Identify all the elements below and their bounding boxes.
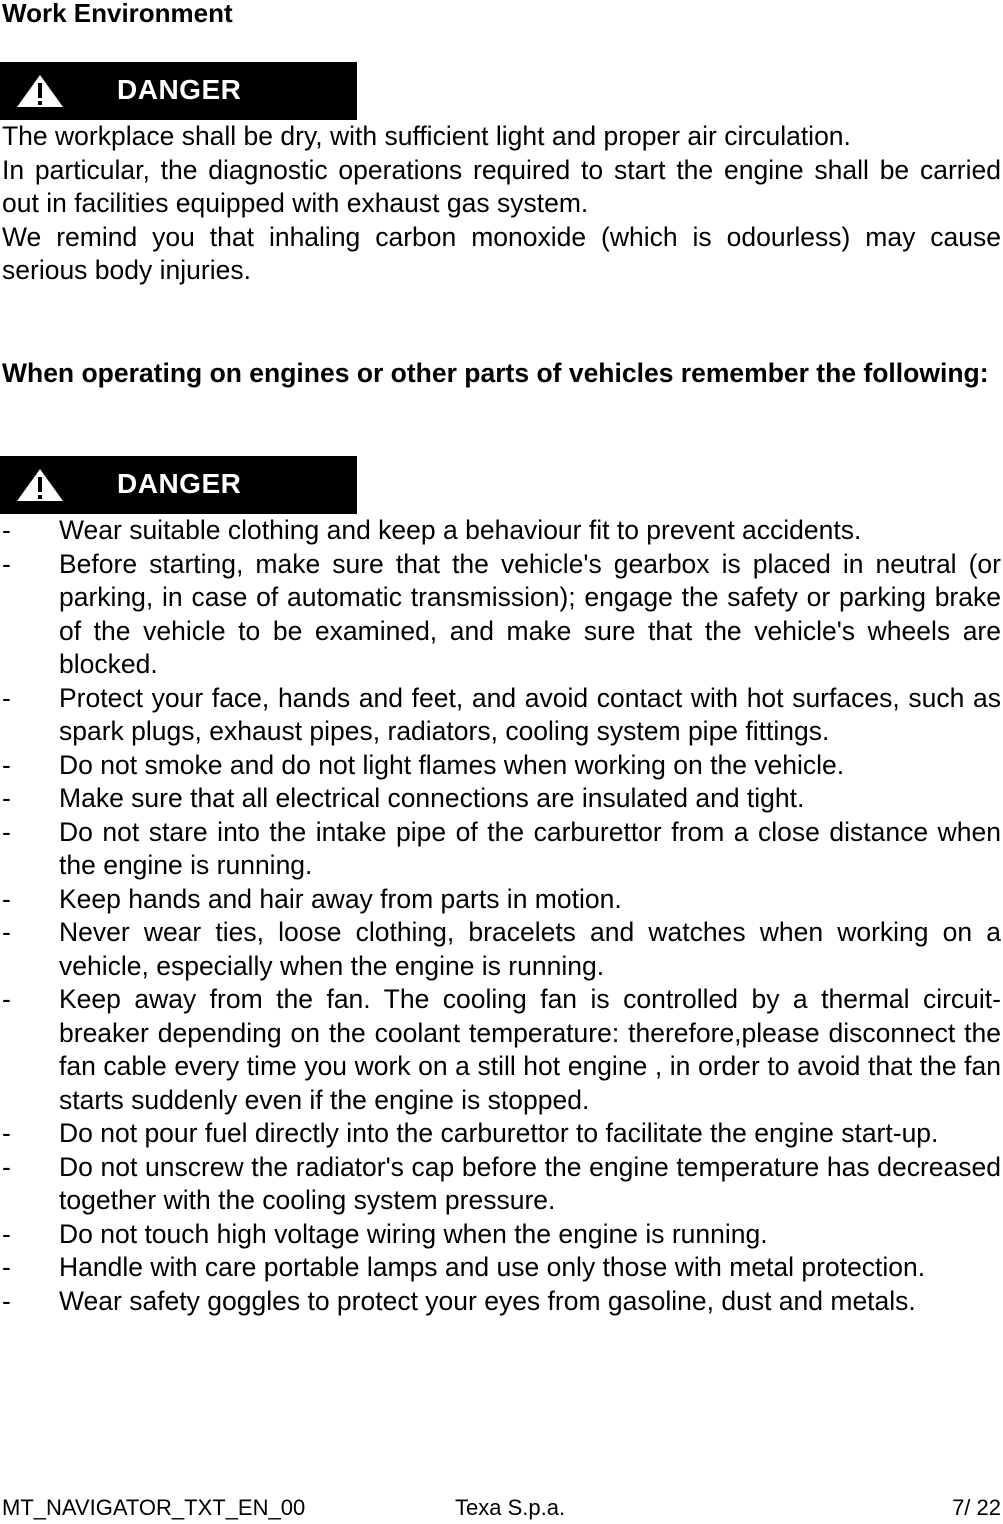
intro-paragraph: The workplace shall be dry, with sufficient light and proper air circulation. xyxy=(2,121,851,151)
document-code: MT_NAVIGATOR_TXT_EN_00 xyxy=(2,1495,306,1520)
warning-triangle-icon xyxy=(16,468,64,502)
bullet-dash: - xyxy=(2,1118,11,1148)
bullet-dash: - xyxy=(2,883,11,914)
warning-text: Do not pour fuel directly into the carburettor to facilitate the engine start-up. xyxy=(59,1118,939,1148)
page-footer xyxy=(0,1494,1003,1524)
bullet-dash: - xyxy=(2,816,11,847)
warning-triangle-icon xyxy=(16,74,64,108)
warning-item xyxy=(0,883,1001,917)
bullet-dash: - xyxy=(2,1218,11,1249)
operating-heading: When operating on engines or other parts of vehicles remember the following: xyxy=(2,358,989,388)
warning-text: Keep hands and hair away from parts in motion. xyxy=(59,883,622,914)
warning-item xyxy=(0,916,1001,983)
warning-text: Never wear ties, loose clothing, bracelets and watches when working on a vehicle, especially when the engine is running. xyxy=(59,917,1001,981)
warning-item xyxy=(0,514,1001,548)
bullet-dash: - xyxy=(2,984,11,1014)
warning-text: Do not stare into the intake pipe of the carburettor from a close distance when the engine is running. xyxy=(59,816,1001,880)
warning-item xyxy=(0,816,1001,883)
warning-item xyxy=(0,1251,1001,1285)
bullet-dash: - xyxy=(2,1252,11,1282)
warning-text: Keep away from the fan. The cooling fan is controlled by a thermal circuit-breaker depending on the coolant temperature: therefore,please disconnect the fan cable every time you work on a still hot engine , in order to avoid that the fan starts suddenly even if the engine is stopped. xyxy=(59,984,1001,1115)
intro-paragraph: We remind you that inhaling carbon monoxide (which is odourless) may cause serious body injuries. xyxy=(2,221,1001,285)
section-title: Work Environment xyxy=(2,0,233,28)
warning-text: Handle with care portable lamps and use only those with metal protection. xyxy=(59,1252,926,1282)
warning-text: Before starting, make sure that the vehicle's gearbox is placed in neutral (or parking, in case of automatic transmission); engage the safety or parking brake of the vehicle to be examined, and make sure that the vehicle's wheels are blocked. xyxy=(59,548,1001,679)
bullet-dash: - xyxy=(2,917,11,947)
warning-text: Protect your face, hands and feet, and avoid contact with hot surfaces, such as spark plugs, exhaust pipes, radiators, cooling system pipe fittings. xyxy=(59,682,1001,746)
warning-item xyxy=(0,749,1001,783)
bullet-dash: - xyxy=(2,682,11,713)
warning-text: Do not touch high voltage wiring when the engine is running. xyxy=(59,1218,768,1249)
danger-label: DANGER xyxy=(117,468,242,499)
warning-text: Do not smoke and do not light flames when working on the vehicle. xyxy=(59,749,845,780)
intro-text xyxy=(2,120,1001,288)
warning-item xyxy=(0,1117,1001,1151)
bullet-dash: - xyxy=(2,749,11,780)
warning-text: Do not unscrew the radiator's cap before the engine temperature has decreased together with the cooling system pressure. xyxy=(59,1151,1001,1215)
bullet-dash: - xyxy=(2,515,11,545)
warning-text: Make sure that all electrical connections are insulated and tight. xyxy=(59,783,805,813)
warning-item xyxy=(0,983,1001,1117)
bullet-dash: - xyxy=(2,1285,11,1316)
danger-banner xyxy=(0,456,357,514)
danger-label: DANGER xyxy=(117,74,242,105)
warning-item xyxy=(0,782,1001,816)
company-name: Texa S.p.a. xyxy=(455,1495,566,1520)
bullet-dash: - xyxy=(2,1151,11,1182)
intro-paragraph: In particular, the diagnostic operations required to start the engine shall be carried out in facilities equipped with exhaust gas system. xyxy=(2,154,1001,218)
danger-banner xyxy=(0,62,357,120)
warning-item xyxy=(0,1285,1001,1319)
warning-item xyxy=(0,682,1001,749)
warning-item xyxy=(0,1218,1001,1252)
page-number: 7/ 22 xyxy=(952,1495,1001,1520)
warning-item xyxy=(0,548,1001,682)
warning-text: Wear safety goggles to protect your eyes from gasoline, dust and metals. xyxy=(59,1285,916,1316)
safety-warnings-list xyxy=(0,514,1003,1318)
warning-item xyxy=(0,1151,1001,1218)
warning-text: Wear suitable clothing and keep a behaviour fit to prevent accidents. xyxy=(59,515,862,545)
bullet-dash: - xyxy=(2,548,11,579)
bullet-dash: - xyxy=(2,783,11,813)
